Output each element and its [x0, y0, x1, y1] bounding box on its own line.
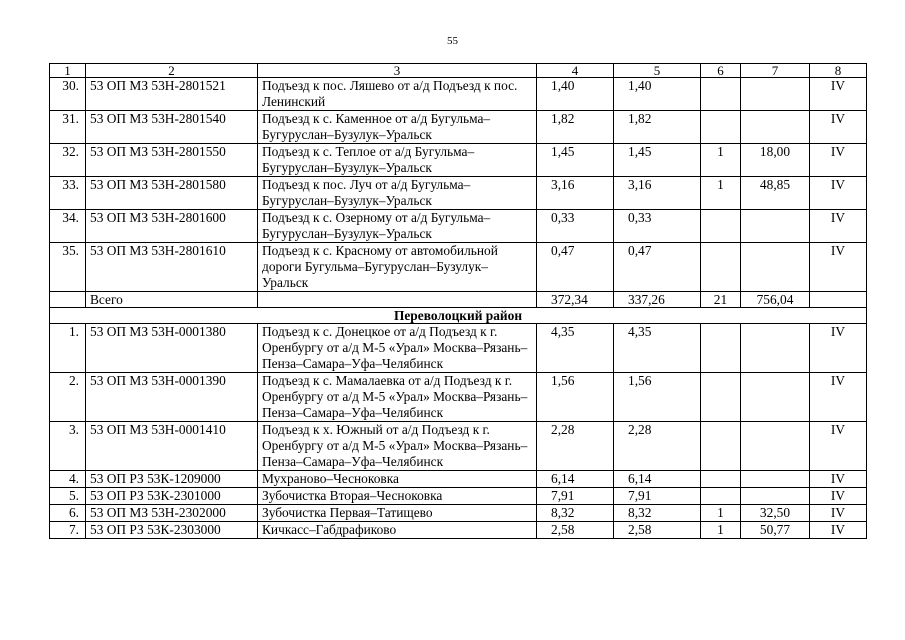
road-name: Подъезд к пос. Ляшево от а/д Подъезд к пос. Ленинский: [258, 78, 537, 111]
col7-value: 48,85: [741, 177, 810, 210]
road-name: Подъезд к с. Мамалаевка от а/д Подъезд к г. Оренбургу от а/д М-5 «Урал» Москва–Рязань–Пенза–Самара–Уфа–Челябинск: [258, 373, 537, 422]
road-name: Зубочистка Вторая–Чесноковка: [258, 488, 537, 505]
road-code: 53 ОП МЗ 53Н-0001390: [86, 373, 258, 422]
row-number: 34.: [50, 210, 86, 243]
col5-value: 1,56: [614, 373, 701, 422]
col4-value: 0,33: [537, 210, 614, 243]
column-number: 4: [537, 64, 614, 78]
road-code: 53 ОП РЗ 53К-2303000: [86, 522, 258, 539]
col6-value: [701, 78, 741, 111]
category-value: IV: [810, 505, 867, 522]
col4-value: 2,28: [537, 422, 614, 471]
col7-value: [741, 422, 810, 471]
row-number: 6.: [50, 505, 86, 522]
col7-value: 32,50: [741, 505, 810, 522]
table-row: [50, 210, 867, 243]
row-number: 1.: [50, 324, 86, 373]
col6-value: [701, 210, 741, 243]
table-row: [50, 177, 867, 210]
table-row: [50, 488, 867, 505]
total-label: Всего: [86, 292, 258, 308]
total-row: [50, 292, 867, 308]
row-number: 31.: [50, 111, 86, 144]
table-row: [50, 422, 867, 471]
col4-value: 1,82: [537, 111, 614, 144]
column-number: 8: [810, 64, 867, 78]
col4-value: 7,91: [537, 488, 614, 505]
col7-value: [741, 471, 810, 488]
column-number: 2: [86, 64, 258, 78]
col6-value: [701, 422, 741, 471]
col4-value: 6,14: [537, 471, 614, 488]
road-code: 53 ОП МЗ 53Н-2801540: [86, 111, 258, 144]
road-name: Подъезд к с. Каменное от а/д Бугульма–Бугуруслан–Бузулук–Уральск: [258, 111, 537, 144]
road-code: 53 ОП МЗ 53Н-0001380: [86, 324, 258, 373]
col5-value: 0,47: [614, 243, 701, 292]
row-number: 33.: [50, 177, 86, 210]
col6-value: [701, 471, 741, 488]
col4-value: 4,35: [537, 324, 614, 373]
row-number: 35.: [50, 243, 86, 292]
col5-value: 6,14: [614, 471, 701, 488]
column-number: 3: [258, 64, 537, 78]
roads-table: [49, 63, 867, 539]
road-name: Подъезд к с. Красному от автомобильной дороги Бугульма–Бугуруслан–Бузулук–Уральск: [258, 243, 537, 292]
col7-value: [741, 111, 810, 144]
column-number: 7: [741, 64, 810, 78]
col6-value: [701, 111, 741, 144]
table-row: [50, 505, 867, 522]
col6-value: [701, 243, 741, 292]
col7-value: [741, 324, 810, 373]
road-name: Подъезд к с. Донецкое от а/д Подъезд к г. Оренбургу от а/д М-5 «Урал» Москва–Рязань–Пенза–Самара–Уфа–Челябинск: [258, 324, 537, 373]
category-value: IV: [810, 522, 867, 539]
table-row: [50, 522, 867, 539]
col4-value: 1,56: [537, 373, 614, 422]
col7-value: [741, 210, 810, 243]
table-row: [50, 78, 867, 111]
road-code: 53 ОП МЗ 53Н-2302000: [86, 505, 258, 522]
road-name: Подъезд к с. Озерному от а/д Бугульма–Бугуруслан–Бузулук–Уральск: [258, 210, 537, 243]
col5-value: 0,33: [614, 210, 701, 243]
district-row: [50, 308, 867, 324]
col6-value: 1: [701, 177, 741, 210]
col7-value: [741, 243, 810, 292]
table-row: [50, 324, 867, 373]
col6-value: 1: [701, 144, 741, 177]
road-code: 53 ОП МЗ 53Н-2801580: [86, 177, 258, 210]
category-value: IV: [810, 177, 867, 210]
category-value: IV: [810, 471, 867, 488]
row-number: 2.: [50, 373, 86, 422]
district-name: Переволоцкий район: [50, 308, 867, 324]
table-row: [50, 373, 867, 422]
road-name: Зубочистка Первая–Татищево: [258, 505, 537, 522]
road-code: 53 ОП МЗ 53Н-2801600: [86, 210, 258, 243]
col5-value: 1,82: [614, 111, 701, 144]
category-value: IV: [810, 210, 867, 243]
col4-value: 3,16: [537, 177, 614, 210]
total-col7: 756,04: [741, 292, 810, 308]
col4-value: 1,45: [537, 144, 614, 177]
col6-value: 1: [701, 505, 741, 522]
category-value: IV: [810, 422, 867, 471]
col5-value: 2,58: [614, 522, 701, 539]
col5-value: 8,32: [614, 505, 701, 522]
total-col4: 372,34: [537, 292, 614, 308]
page-number: 55: [447, 35, 458, 47]
row-number: 30.: [50, 78, 86, 111]
col4-value: 8,32: [537, 505, 614, 522]
road-name: Подъезд к пос. Луч от а/д Бугульма–Бугуруслан–Бузулук–Уральск: [258, 177, 537, 210]
road-name: Подъезд к с. Теплое от а/д Бугульма–Бугуруслан–Бузулук–Уральск: [258, 144, 537, 177]
table-body: [50, 64, 867, 539]
column-number: 1: [50, 64, 86, 78]
row-number: 32.: [50, 144, 86, 177]
road-name: Подъезд к х. Южный от а/д Подъезд к г. Оренбургу от а/д М-5 «Урал» Москва–Рязань–Пенза–Самара–Уфа–Челябинск: [258, 422, 537, 471]
category-value: IV: [810, 243, 867, 292]
col6-value: [701, 324, 741, 373]
road-name: Кичкасс–Габдрафиково: [258, 522, 537, 539]
col7-value: 50,77: [741, 522, 810, 539]
col7-value: 18,00: [741, 144, 810, 177]
category-value: IV: [810, 373, 867, 422]
column-number: 6: [701, 64, 741, 78]
road-code: 53 ОП РЗ 53К-1209000: [86, 471, 258, 488]
column-number: 5: [614, 64, 701, 78]
col5-value: 3,16: [614, 177, 701, 210]
row-number: 5.: [50, 488, 86, 505]
road-name: Мухраново–Чесноковка: [258, 471, 537, 488]
table-row: [50, 243, 867, 292]
category-value: IV: [810, 144, 867, 177]
col5-value: 1,40: [614, 78, 701, 111]
category-value: IV: [810, 78, 867, 111]
road-code: 53 ОП МЗ 53Н-2801610: [86, 243, 258, 292]
road-code: 53 ОП МЗ 53Н-2801550: [86, 144, 258, 177]
category-value: IV: [810, 324, 867, 373]
col6-value: [701, 488, 741, 505]
col6-value: [701, 373, 741, 422]
col4-value: 2,58: [537, 522, 614, 539]
col7-value: [741, 488, 810, 505]
table-row: [50, 144, 867, 177]
category-value: IV: [810, 111, 867, 144]
col7-value: [741, 373, 810, 422]
table-row: [50, 471, 867, 488]
col5-value: 1,45: [614, 144, 701, 177]
category-value: IV: [810, 488, 867, 505]
table-row: [50, 111, 867, 144]
col7-value: [741, 78, 810, 111]
road-code: 53 ОП МЗ 53Н-2801521: [86, 78, 258, 111]
col5-value: 7,91: [614, 488, 701, 505]
col4-value: 0,47: [537, 243, 614, 292]
col5-value: 2,28: [614, 422, 701, 471]
row-number: 3.: [50, 422, 86, 471]
row-number: 7.: [50, 522, 86, 539]
row-number: 4.: [50, 471, 86, 488]
road-code: 53 ОП РЗ 53К-2301000: [86, 488, 258, 505]
total-col6: 21: [701, 292, 741, 308]
col6-value: 1: [701, 522, 741, 539]
road-code: 53 ОП МЗ 53Н-0001410: [86, 422, 258, 471]
col4-value: 1,40: [537, 78, 614, 111]
col5-value: 4,35: [614, 324, 701, 373]
column-number-row: [50, 64, 867, 78]
total-col5: 337,26: [614, 292, 701, 308]
